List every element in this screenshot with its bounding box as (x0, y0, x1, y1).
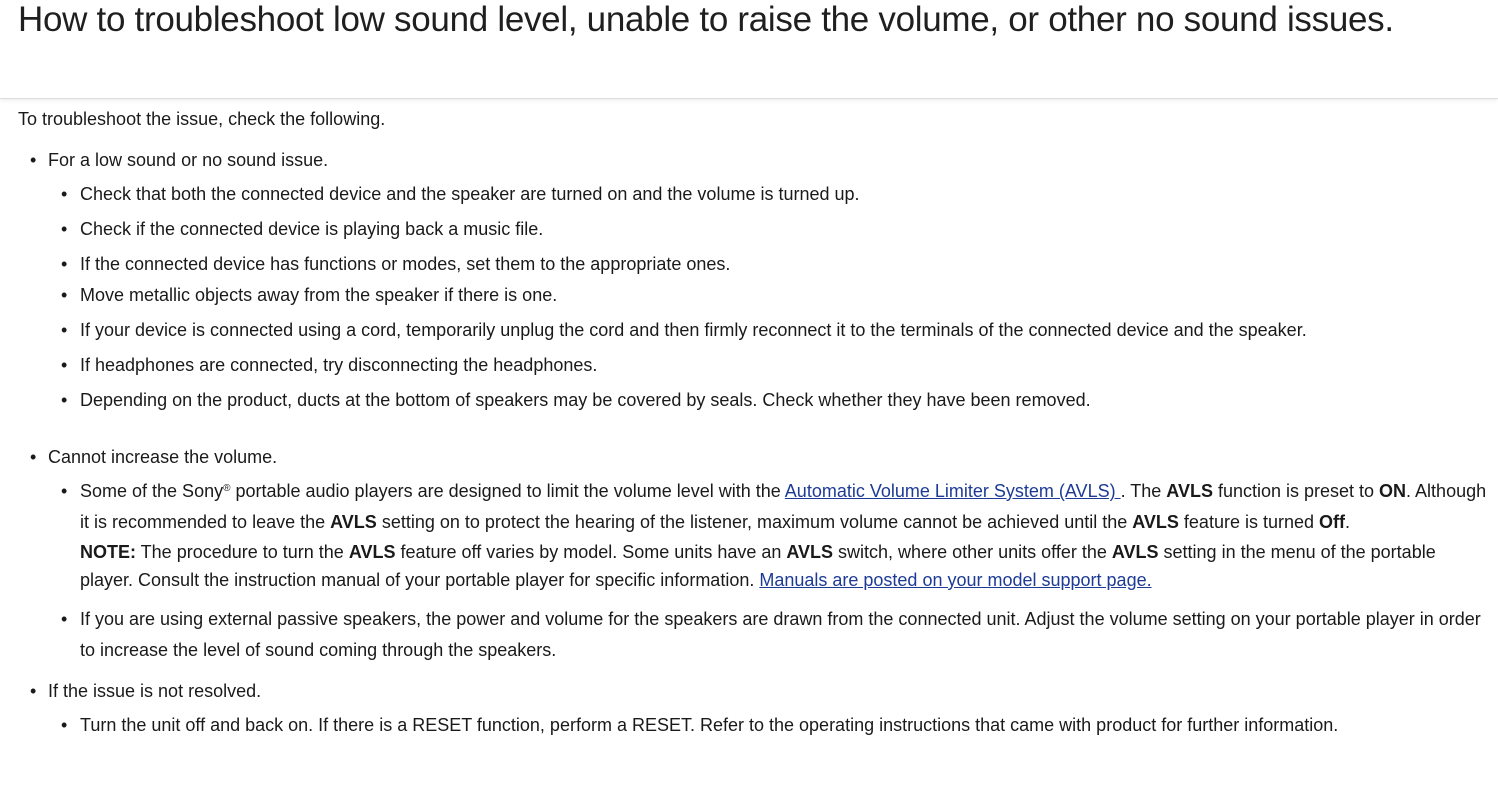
avls-text: . The (1120, 481, 1167, 501)
not-resolved-checklist (48, 710, 1488, 741)
note-bold: AVLS (1111, 542, 1159, 562)
avls-bold: AVLS (1132, 512, 1179, 532)
avls-text: feature is turned (1178, 512, 1320, 532)
avls-item (48, 476, 1488, 594)
note-text: feature off varies by model. Some units have an (395, 542, 787, 562)
list-item: • Check that both the connected device and the speaker are turned on and the volume is turned up. (48, 179, 1488, 210)
note-text: switch, where other units offer the (833, 542, 1112, 562)
list-item: • If headphones are connected, try disconnecting the headphones. (48, 350, 1488, 381)
avls-bold: AVLS (1166, 481, 1213, 501)
avls-note (80, 538, 1488, 594)
page-title: How to troubleshoot low sound level, unable to raise the volume, or other no sound issues. (18, 0, 1394, 39)
avls-text: function is preset to (1212, 481, 1380, 501)
avls-text: Some of the Sony (80, 481, 224, 501)
list-item: • Depending on the product, ducts at the bottom of speakers may be covered by seals. Check whether they have been removed. (48, 385, 1488, 416)
low-sound-checklist (48, 179, 1488, 416)
avls-bold: AVLS (330, 512, 377, 532)
list-item: • Turn the unit off and back on. If there is a RESET function, perform a RESET. Refer to the operating instructions that came with product for further information. (48, 710, 1488, 741)
avls-text: portable audio players are designed to limit the volume level with the (230, 481, 785, 501)
avls-text: setting on to protect the hearing of the listener, maximum volume cannot be achieved until the (376, 512, 1133, 532)
note-text: setting in the menu of the portable player. Consult the instruction manual of your portable player for specific information. (80, 542, 1436, 590)
avls-text: . (1345, 512, 1351, 532)
registered-mark: ® (223, 483, 231, 494)
section-low-sound (18, 145, 1488, 416)
section-not-resolved (18, 676, 1488, 741)
section-cannot-increase-volume (18, 442, 1488, 666)
list-item: • Check if the connected device is playing back a music file. (48, 214, 1488, 245)
manuals-link[interactable]: Manuals are posted on your model support page. (759, 570, 1152, 590)
avls-bold: Off (1319, 512, 1346, 532)
list-item: • If the connected device has functions or modes, set them to the appropriate ones. (48, 249, 1488, 280)
volume-checklist (48, 476, 1488, 666)
list-item: • If your device is connected using a cord, temporarily unplug the cord and then firmly reconnect it to the terminals of the connected device and the speaker. (48, 315, 1488, 346)
page-header (0, 0, 1498, 99)
article-content (18, 104, 1488, 745)
avls-bold: ON (1379, 481, 1407, 501)
avls-text: . Although it is recommended to leave the (80, 481, 1487, 532)
intro-text: To troubleshoot the issue, check the following. (18, 109, 386, 129)
list-item: • Move metallic objects away from the speaker if there is one. (48, 280, 1488, 311)
note-text: The procedure to turn the (136, 542, 349, 562)
avls-link[interactable]: Automatic Volume Limiter System (AVLS) (784, 481, 1121, 501)
section-heading: If the issue is not resolved. (48, 681, 262, 701)
note-bold: AVLS (348, 542, 396, 562)
section-heading: Cannot increase the volume. (48, 447, 278, 467)
note-bold: AVLS (786, 542, 834, 562)
list-item: • If you are using external passive speakers, the power and volume for the speakers are drawn from the connected unit. Adjust the volume setting on your portable player in order to increase the level of sound coming through the speakers. (48, 604, 1488, 666)
section-heading: For a low sound or no sound issue. (48, 150, 329, 170)
sections-list (18, 145, 1488, 741)
note-label: NOTE: (80, 542, 136, 562)
